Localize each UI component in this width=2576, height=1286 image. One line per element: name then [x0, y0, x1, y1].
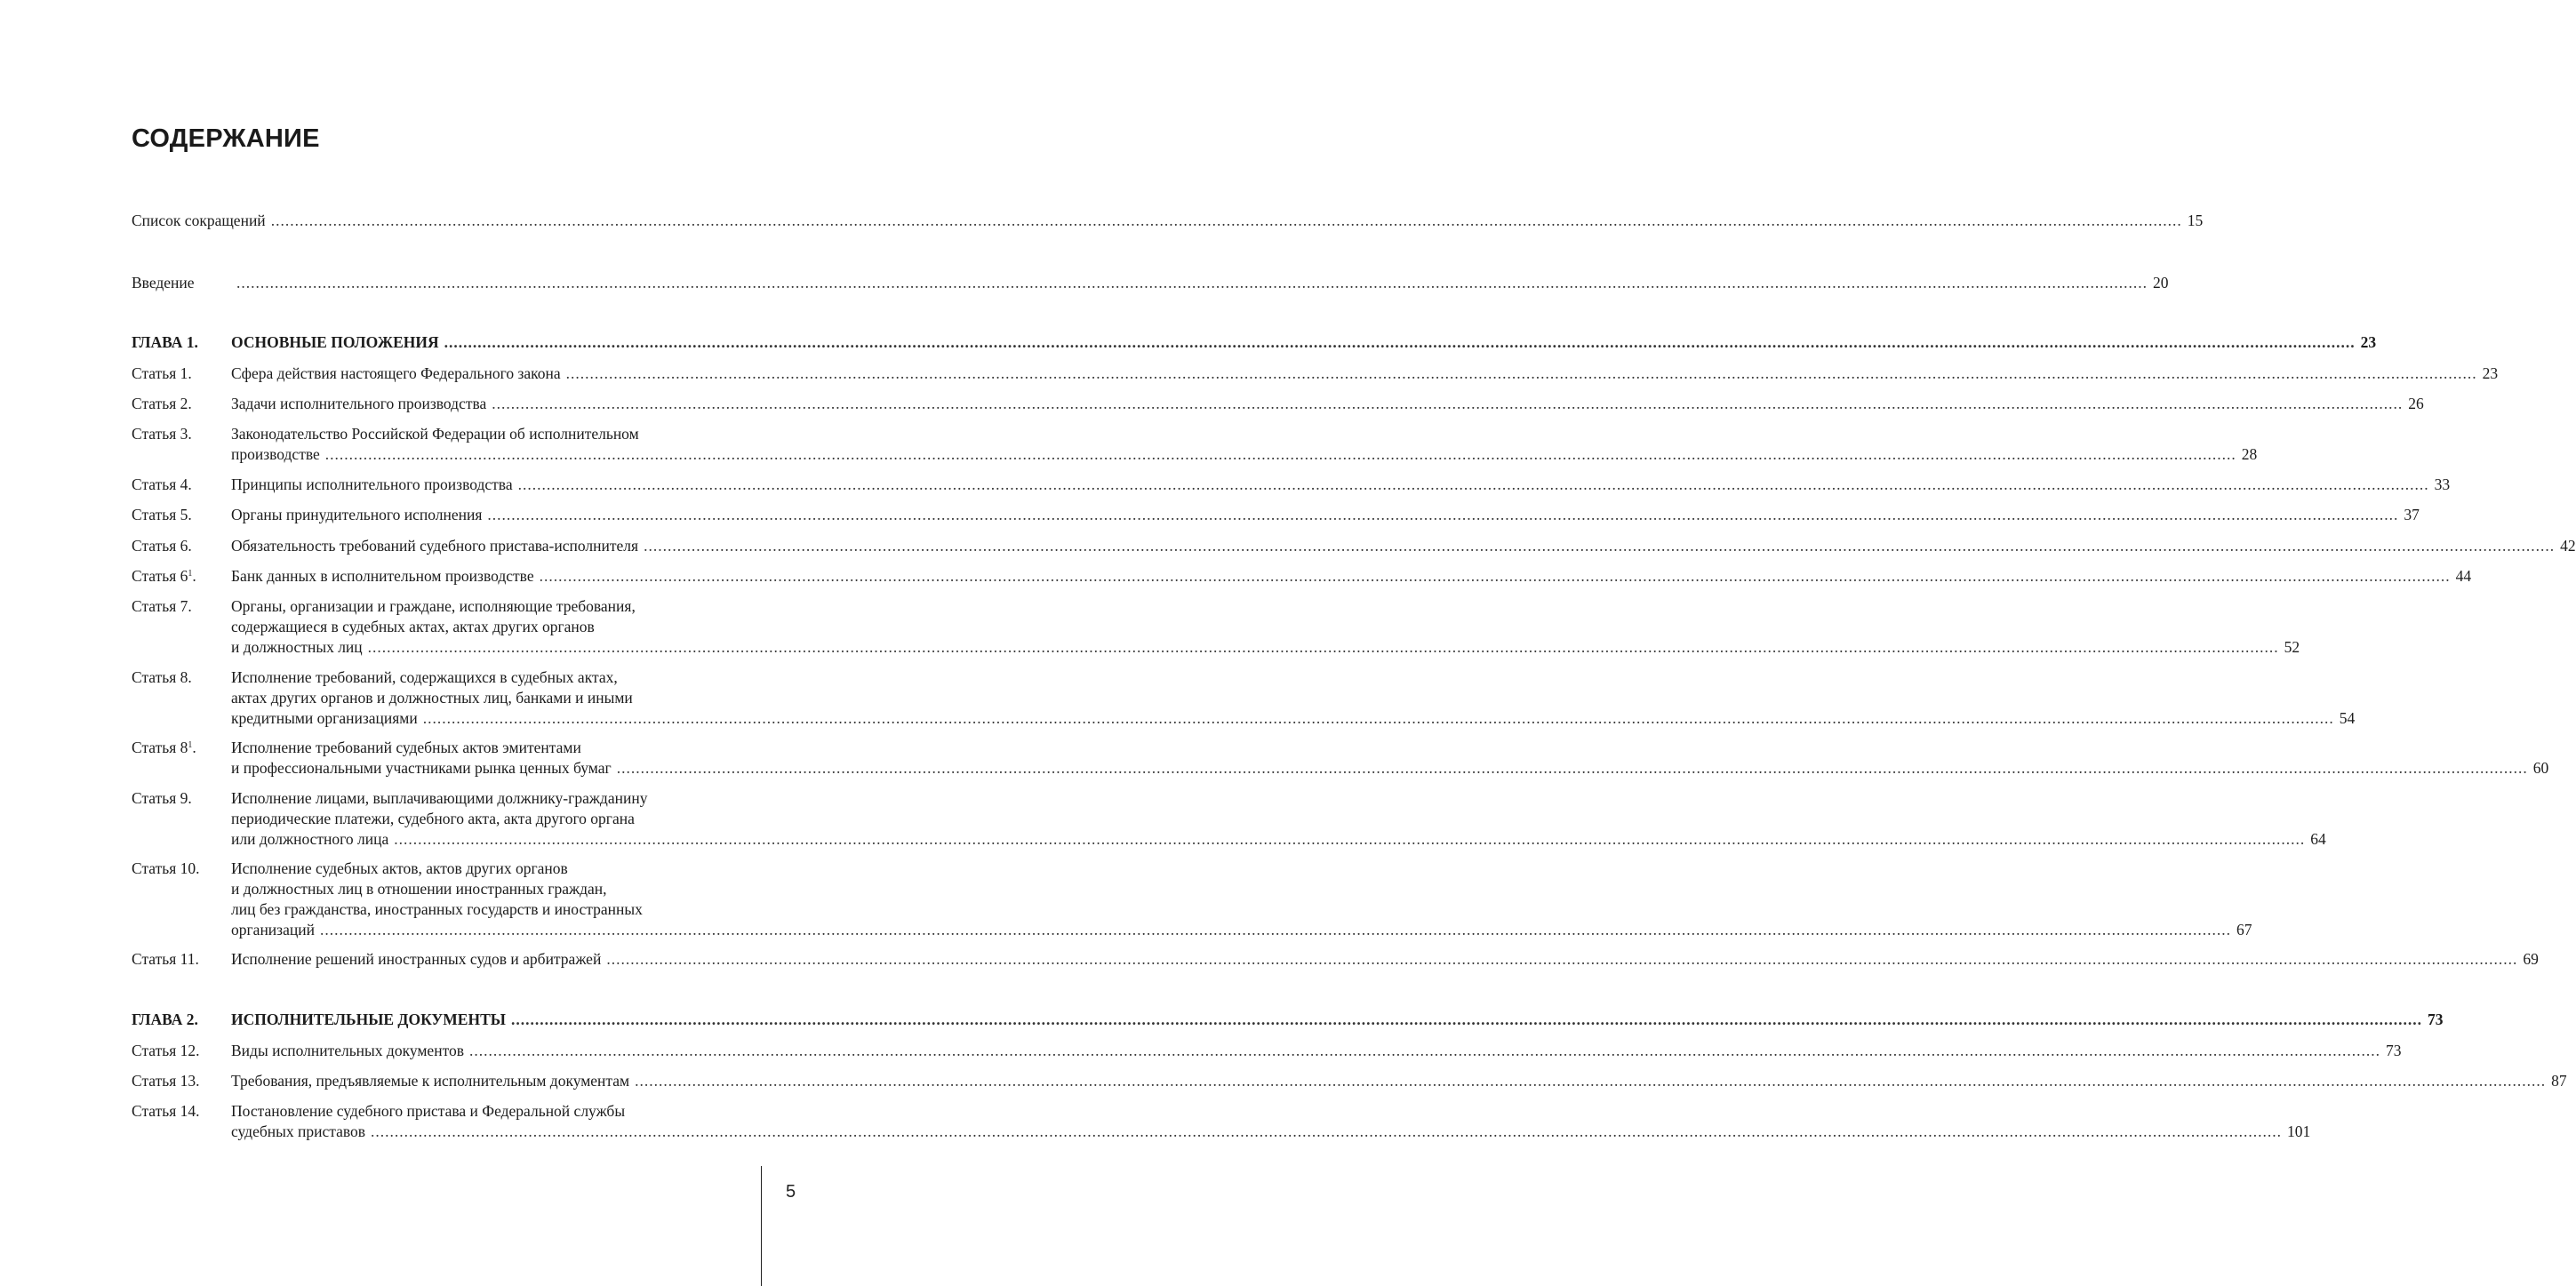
dot-leader: ................................................................................................................................................................................................................................................................................................................................................................................................................	[539, 567, 2451, 585]
toc-entry-line: Исполнение судебных актов, актов других органов	[231, 859, 568, 877]
dot-leader: ................................................................................................................................................................................................................................................................................................................................................................................................................	[616, 759, 2528, 777]
toc-entry-line: Исполнение решений иностранных судов и арбитражей	[231, 950, 602, 968]
dot-leader: ................................................................................................................................................................................................................................................................................................................................................................................................................	[492, 395, 2404, 412]
toc-entry-line: Исполнение требований, содержащихся в судебных актах,	[231, 668, 618, 686]
toc-page-number: 69	[2523, 950, 2539, 968]
toc-entry-line: Обязательность требований судебного пристава-исполнителя	[231, 537, 639, 555]
toc-entry-title	[231, 424, 2258, 465]
dot-leader: ................................................................................................................................................................................................................................................................................................................................................................................................................	[510, 1010, 2422, 1028]
toc-page-number: 101	[2287, 1122, 2311, 1140]
toc-entry-line: Принципы исполнительного производства	[231, 475, 513, 493]
toc-entry-line: Список сокращений	[132, 212, 266, 229]
toc-entry-label: Введение	[132, 274, 195, 292]
toc-entry-line: Исполнение требований судебных актов эмитентами	[231, 739, 581, 756]
toc-page-number: 64	[2310, 830, 2326, 848]
dot-leader: ................................................................................................................................................................................................................................................................................................................................................................................................................	[367, 638, 2279, 656]
toc-entry-title	[231, 949, 2539, 970]
toc-entry-line: ИСПОЛНИТЕЛЬНЫЕ ДОКУМЕНТЫ	[231, 1010, 506, 1028]
toc-entry-label: Статья 12.	[132, 1042, 200, 1059]
toc-entry-label: Статья $8^1$.	[132, 739, 196, 756]
toc-page-number: 87	[2551, 1072, 2567, 1090]
dot-leader: ................................................................................................................................................................................................................................................................................................................................................................................................................	[422, 709, 2334, 727]
toc-entry-label: Статья 11.	[132, 950, 199, 968]
toc-entry-label: Статья 6.	[132, 537, 192, 555]
toc-page-number: 52	[2284, 638, 2300, 656]
toc-page-number: 44	[2455, 567, 2472, 585]
dot-leader: ................................................................................................................................................................................................................................................................................................................................................................................................................	[394, 830, 2306, 848]
page-title: СОДЕРЖАНИЕ	[132, 124, 320, 153]
toc-entry-line: Виды исполнительных документов	[231, 1042, 464, 1059]
toc-entry-title	[231, 667, 2356, 729]
toc-entry-title	[231, 536, 2576, 556]
toc-entry-label: Статья 9.	[132, 789, 192, 807]
toc-entry-line: Исполнение лицами, выплачивающими должнику-гражданину	[231, 789, 648, 807]
toc-entry-title	[231, 1101, 2311, 1142]
toc-entry-label: Статья $6^1$.	[132, 567, 196, 585]
dot-leader: ................................................................................................................................................................................................................................................................................................................................................................................................................	[606, 950, 2518, 968]
toc-entry-line: актах других органов и должностных лиц, банками и иными	[231, 689, 633, 707]
toc-entry-label: Статья 10.	[132, 859, 200, 877]
toc-entry-line: и должностных лиц	[231, 638, 363, 656]
toc-entry-line: организаций	[231, 921, 315, 939]
toc-entry-line: производстве	[231, 445, 320, 463]
toc-entry-title	[231, 332, 2377, 353]
toc-page-number: 20	[2153, 274, 2169, 292]
toc-page-number: 42	[2560, 537, 2576, 555]
dot-leader: ................................................................................................................................................................................................................................................................................................................................................................................................................	[635, 1072, 2547, 1090]
toc-page-number: 28	[2241, 445, 2258, 463]
toc-page-number: 54	[2339, 709, 2356, 727]
dot-leader: ................................................................................................................................................................................................................................................................................................................................................................................................................	[469, 1042, 2380, 1059]
label-superscript: 1	[188, 569, 193, 579]
toc-entry-title	[231, 566, 2472, 587]
toc-entry-line: и профессиональными участниками рынка ценных бумаг	[231, 759, 612, 777]
toc-entry-line: Органы принудительного исполнения	[231, 506, 483, 523]
toc-page-number: 73	[2386, 1042, 2402, 1059]
toc-entry-title	[231, 1041, 2402, 1061]
toc-entry-title	[231, 475, 2451, 495]
toc-entry-line: Задачи исполнительного производства	[231, 395, 487, 412]
toc-entry-line: Требования, предъявляемые к исполнительным документам	[231, 1072, 630, 1090]
dot-leader: ................................................................................................................................................................................................................................................................................................................................................................................................................	[319, 921, 2231, 939]
dot-leader: ................................................................................................................................................................................................................................................................................................................................................................................................................	[444, 333, 2356, 351]
toc-entry-title	[231, 505, 2420, 525]
toc-entry-title	[231, 363, 2499, 384]
toc-page-number: 37	[2404, 506, 2420, 523]
toc-entry-label: Статья 13.	[132, 1072, 200, 1090]
toc-page-number: 67	[2236, 921, 2252, 939]
folio-rule	[761, 1166, 762, 1286]
toc-entry-title	[231, 596, 2300, 658]
dot-leader: ................................................................................................................................................................................................................................................................................................................................................................................................................	[236, 274, 2148, 292]
toc-entry-label: Статья 3.	[132, 425, 192, 443]
toc-page-number: 73	[2427, 1010, 2444, 1028]
label-superscript: 1	[188, 740, 193, 750]
toc-entry-line: Органы, организации и граждане, исполняющие требования,	[231, 597, 636, 615]
toc-entry-title	[231, 394, 2424, 414]
toc-entry-line: или должностного лица	[231, 830, 389, 848]
toc-entry-line: периодические платежи, судебного акта, акта другого органа	[231, 810, 635, 827]
toc-entry-line: ОСНОВНЫЕ ПОЛОЖЕНИЯ	[231, 333, 439, 351]
toc-page-number: 23	[2482, 364, 2499, 382]
toc-entry-line: судебных приставов	[231, 1122, 366, 1140]
toc-entry-label: Статья 14.	[132, 1102, 200, 1120]
toc-page-number: 23	[2360, 333, 2377, 351]
toc-entry-title	[231, 1071, 2567, 1091]
toc-entry-line: лиц без гражданства, иностранных государств и иностранных	[231, 900, 643, 918]
dot-leader: ................................................................................................................................................................................................................................................................................................................................................................................................................	[565, 364, 2477, 382]
page-number: 5	[786, 1182, 796, 1202]
toc-entry-line: Постановление судебного пристава и Федеральной службы	[231, 1102, 626, 1120]
dot-leader: ................................................................................................................................................................................................................................................................................................................................................................................................................	[644, 537, 2556, 555]
toc-entry-label: ГЛАВА 1.	[132, 333, 198, 351]
toc-page-number: 60	[2532, 759, 2549, 777]
toc-entry-line: кредитными организациями	[231, 709, 418, 727]
toc-entry-title	[231, 788, 2326, 850]
toc-entry-line: и должностных лиц в отношении иностранных граждан,	[231, 880, 607, 898]
toc-entry-label: Статья 7.	[132, 597, 192, 615]
dot-leader: ................................................................................................................................................................................................................................................................................................................................................................................................................	[487, 506, 2399, 523]
toc-entry-line: Сфера действия настоящего Федерального закона	[231, 364, 561, 382]
toc-entry-label: Статья 4.	[132, 475, 192, 493]
toc-entry-label: ГЛАВА 2.	[132, 1010, 198, 1028]
toc-entry-title	[231, 738, 2549, 779]
dot-leader: ................................................................................................................................................................................................................................................................................................................................................................................................................	[324, 445, 2236, 463]
toc-entry-line: содержащиеся в судебных актах, актах других органов	[231, 618, 595, 635]
toc-entry-line: Законодательство Российской Федерации об исполнительном	[231, 425, 639, 443]
dot-leader: ................................................................................................................................................................................................................................................................................................................................................................................................................	[517, 475, 2429, 493]
toc-entry-title	[231, 1010, 2444, 1030]
toc-page-number: 26	[2408, 395, 2424, 412]
toc-entry-label: Статья 1.	[132, 364, 192, 382]
toc-entry-title	[231, 273, 2169, 293]
dot-leader: ................................................................................................................................................................................................................................................................................................................................................................................................................	[270, 212, 2182, 229]
toc-entry-label: Статья 5.	[132, 506, 192, 523]
toc-entry-line: Банк данных в исполнительном производстве	[231, 567, 534, 585]
dot-leader: ................................................................................................................................................................................................................................................................................................................................................................................................................	[371, 1122, 2283, 1140]
toc-entry-title	[231, 859, 2252, 940]
toc-page-number: 33	[2434, 475, 2451, 493]
toc-entry-label: Статья 2.	[132, 395, 192, 412]
toc-entry-title	[132, 211, 2204, 231]
toc-page-number: 15	[2187, 212, 2204, 229]
toc-entry-label: Статья 8.	[132, 668, 192, 686]
